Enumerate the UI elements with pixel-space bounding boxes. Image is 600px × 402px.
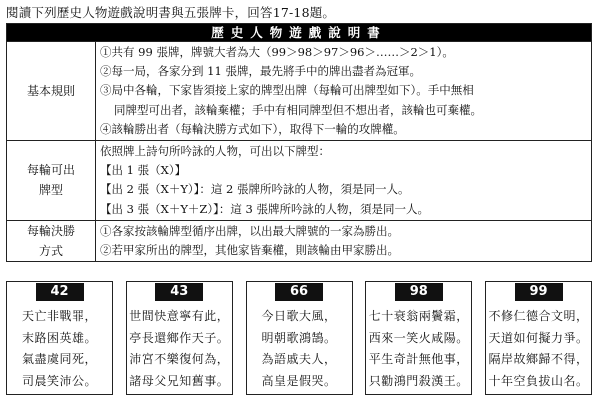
game-manual-table: [6, 23, 592, 262]
poem-line: 司晨笑沛公。: [21, 373, 97, 388]
poem-line: 明朝歌鴻鵠。: [261, 330, 337, 345]
card-poem: [366, 306, 471, 392]
rule-line: ③局中各輪，下家皆須接上家的牌型出牌（每輪可出牌型如下）。手中無相: [100, 83, 474, 98]
rule-line: 【出 3 張（X＋Y＋Z）】：這 3 張牌所吟詠的人物，須是同一人。: [100, 201, 430, 216]
rule-line: ①各家按該輪牌型循序出牌，以出最大牌號的一家為勝出。: [100, 223, 399, 238]
card-row: [6, 281, 592, 395]
section-winning-method: [7, 221, 591, 261]
poem-line: 十年空負拔山名。: [488, 373, 589, 388]
card-number: 66: [275, 283, 323, 301]
section-label-text: 基本規則: [26, 84, 75, 98]
card-number: 98: [395, 283, 443, 301]
rule-line: ①共有 99 張牌，牌號大者為大（99＞98＞97＞96＞……＞2＞1）。: [100, 45, 454, 59]
poem-line: 不修仁德合文明，: [488, 309, 589, 323]
section-label: [7, 42, 96, 140]
manual-title: 歷史人物遊戲說明書: [7, 24, 591, 42]
card-poem: [7, 306, 112, 392]
poem-line: 天亡非戰罪，: [21, 309, 97, 323]
section-label: [7, 141, 96, 220]
card-66: [246, 281, 353, 395]
card-99: [485, 281, 592, 395]
poem-line: 平生奇計無他事，: [368, 352, 469, 366]
section-label: [7, 221, 96, 261]
section-label-text: 牌型: [38, 183, 63, 198]
card-poem: [247, 306, 352, 392]
question-prompt: 閱讀下列歷史人物遊戲說明書與五張牌卡，回答17-18題。: [6, 5, 336, 20]
poem-line: 亭長還鄉作天子。: [129, 330, 230, 345]
poem-line: 高皇是假哭。: [261, 373, 337, 388]
rule-line: 同牌型可出者，該輪棄權；手中有相同牌型但不想出者，該輪也可棄權。: [114, 102, 482, 117]
rule-line: 【出 2 張（X＋Y）】：這 2 張牌所吟詠的人物，須是同一人。: [100, 182, 410, 197]
section-basic-rules: [7, 42, 591, 141]
section-play-types: [7, 141, 591, 221]
card-number: 43: [155, 283, 203, 301]
section-content: [96, 42, 591, 140]
card-42: [6, 281, 113, 395]
poem-line: 西來一笑火咸陽。: [368, 330, 469, 345]
poem-line: 沛宮不樂復何為，: [129, 352, 230, 366]
poem-line: 隔岸故鄉歸不得，: [488, 352, 589, 366]
rule-line: ④該輪勝出者（每輪決勝方式如下），取得下一輪的攻牌權。: [100, 121, 405, 136]
poem-line: 天道如何擬力爭。: [488, 330, 589, 345]
card-poem: [486, 306, 591, 392]
card-poem: [127, 306, 232, 392]
card-43: [126, 281, 233, 395]
card-98: [365, 281, 472, 395]
rule-line: ②每一局，各家分到 11 張牌，最先將手中的牌出盡者為冠軍。: [100, 64, 421, 79]
rule-line: ②若甲家所出的牌型，其他家皆棄權，則該輪由甲家勝出。: [100, 243, 399, 258]
poem-line: 氣盡虞同死，: [21, 352, 97, 366]
poem-line: 今日歌大風，: [261, 309, 337, 323]
section-content: [96, 141, 591, 220]
section-label-text: 方式: [38, 244, 63, 259]
section-label-text: 每輪決勝: [26, 224, 75, 239]
poem-line: 只勸鴻門殺漢王。: [368, 373, 469, 388]
rule-line: 依照牌上詩句所吟詠的人物，可出以下牌型：: [100, 144, 330, 159]
section-label-text: 每輪可出: [26, 163, 75, 178]
poem-line: 末路困英雄。: [21, 330, 97, 345]
card-number: 42: [36, 283, 84, 301]
poem-line: 諸母父兄知舊事。: [129, 373, 230, 388]
section-content: [96, 221, 591, 261]
poem-line: 為語戚夫人，: [261, 352, 337, 366]
poem-line: 世間快意寧有此，: [129, 309, 230, 323]
card-number: 99: [515, 283, 563, 301]
rule-line: 【出 1 張（X）】: [100, 163, 187, 178]
poem-line: 七十衰翁兩鬢霜，: [368, 309, 469, 323]
